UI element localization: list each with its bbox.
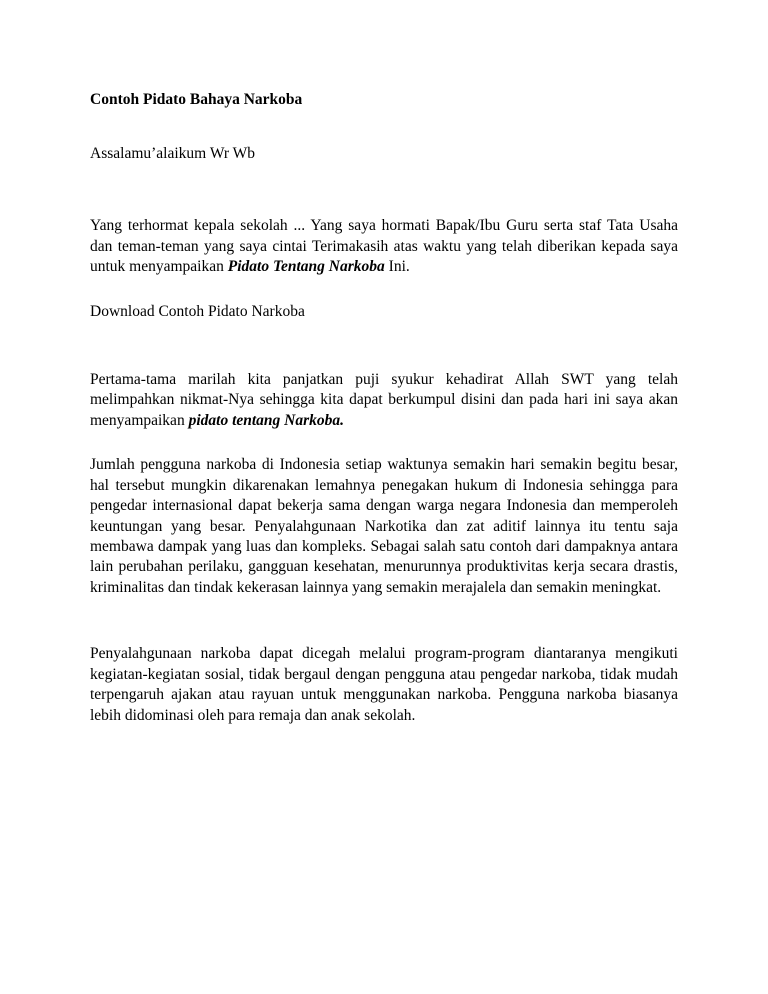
paragraph-salutation-emphasis: Pidato Tentang Narkoba [227, 258, 385, 276]
paragraph-opening [90, 370, 678, 431]
paragraph-salutation-text: Yang terhormat kepala sekolah ... Yang saya hormati Bapak/Ibu Guru serta staf Tata Usaha dan teman-teman yang saya cintai Terimakasih atas waktu yang telah diberikan kepada saya untuk menyampaikan [90, 217, 678, 276]
paragraph-prevention: Penyalahgunaan narkoba dapat dicegah melalui program-program diantaranya mengikuti kegiatan-kegiatan sosial, tidak bergaul dengan pengguna atau pengedar narkoba, tidak mudah terpengaruh ajakan atau rayuan untuk menggunakan narkoba. Pengguna narkoba biasanya lebih didominasi oleh para remaja dan anak sekolah. [90, 645, 678, 724]
download-text: Download Contoh Pidato Narkoba [90, 302, 305, 320]
paragraph-opening-emphasis: pidato tentang Narkoba. [188, 411, 345, 429]
document-title: Contoh Pidato Bahaya Narkoba [90, 91, 303, 108]
paragraph-body: Jumlah pengguna narkoba di Indonesia setiap waktunya semakin hari semakin begitu besar, hal tersebut mungkin dikarenakan lemahnya penegakan hukum di Indonesia sehingga para pengedar internasional dapat bekerja sama dengan warga negara Indonesia dan memperoleh keuntungan yang besar. Penyalahgunaan Narkotika dan zat aditif lainnya itu tentu saja membawa dampak yang luas dan kompleks. Sebagai salah satu contoh dari dampaknya antara lain perubahan perilaku, gangguan kesehatan, menurunnya produktivitas kerja secara drastis, kriminalitas dan tindak kekerasan lainnya yang semakin merajalela dan semakin meningkat. [90, 456, 678, 596]
greeting-line: Assalamu’alaikum Wr Wb [90, 145, 255, 163]
paragraph-salutation [90, 216, 678, 277]
paragraph-salutation-tail: Ini. [384, 258, 410, 276]
paragraph-opening-text: Pertama-tama marilah kita panjatkan puji syukur kehadirat Allah SWT yang telah melimpahkan nikmat-Nya sehingga kita dapat berkumpul disini dan pada hari ini saya akan menyampaikan [90, 370, 678, 429]
